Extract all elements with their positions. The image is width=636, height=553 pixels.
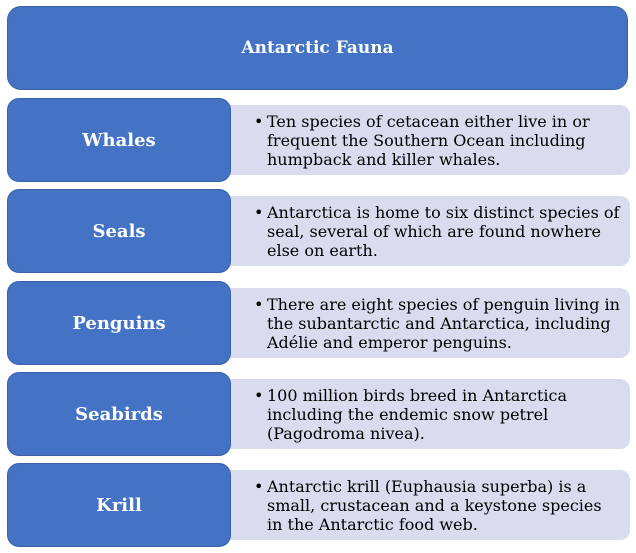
fauna-detail-box: [225, 470, 630, 540]
bullet-icon: •: [254, 386, 264, 405]
fauna-label-text: Penguins: [72, 312, 166, 334]
fauna-label-box: [7, 372, 231, 456]
diagram-title: [7, 6, 628, 90]
fauna-detail-item: [254, 386, 620, 443]
fauna-detail-text: 100 million birds breed in Antarctica including the endemic snow petrel (Pagodroma nivea).: [267, 386, 567, 443]
fauna-detail-item: [254, 203, 620, 260]
bullet-icon: •: [254, 203, 264, 222]
fauna-detail-box: [225, 105, 630, 175]
fauna-label-box: [7, 189, 231, 273]
fauna-detail-item: [254, 295, 620, 352]
fauna-label-text: Seabirds: [75, 403, 163, 425]
bullet-icon: •: [254, 295, 264, 314]
fauna-label-text: Krill: [96, 494, 142, 516]
fauna-detail-item: [254, 477, 620, 534]
fauna-detail-text: Antarctica is home to six distinct species of seal, several of which are found nowhere else on earth.: [267, 203, 620, 260]
fauna-detail-box: [225, 379, 630, 449]
fauna-detail-item: [254, 112, 620, 169]
fauna-detail-box: [225, 196, 630, 266]
fauna-label-box: [7, 98, 231, 182]
diagram-title-text: Antarctic Fauna: [241, 38, 394, 58]
fauna-detail-box: [225, 288, 630, 358]
fauna-label-box: [7, 281, 231, 365]
fauna-detail-text: Ten species of cetacean either live in or frequent the Southern Ocean including humpback and killer whales.: [267, 112, 590, 169]
bullet-icon: •: [254, 477, 264, 496]
fauna-detail-text: Antarctic krill (Euphausia superba) is a small, crustacean and a keystone species in the Antarctic food web.: [267, 477, 602, 534]
fauna-label-text: Whales: [82, 129, 156, 151]
bullet-icon: •: [254, 112, 264, 131]
fauna-label-box: [7, 463, 231, 547]
fauna-label-text: Seals: [92, 220, 146, 242]
fauna-detail-text: There are eight species of penguin living in the subantarctic and Antarctica, including Adélie and emperor penguins.: [267, 295, 620, 352]
